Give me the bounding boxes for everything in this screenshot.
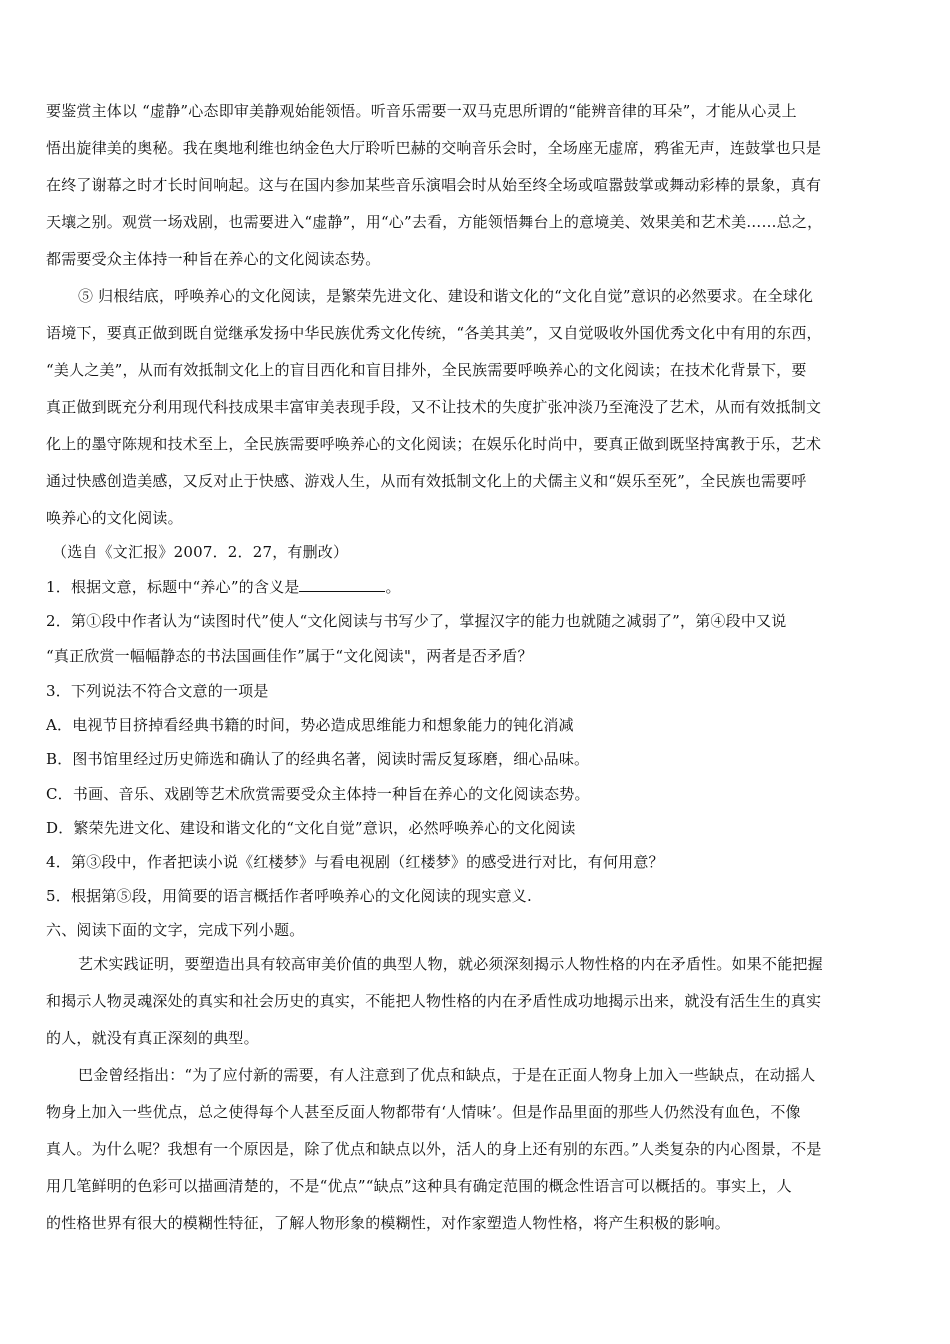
question-4: 4．第③段中，作者把读小说《红楼梦》与看电视剧（红楼梦》的感受进行对比，有何用意？ — [46, 853, 664, 871]
option-c: C．书画、音乐、戏剧等艺术欣赏需要受众主体持一种旨在养心的文化阅读态势。 — [46, 785, 590, 803]
question-5: 5．根据第⑤段，用简要的语言概括作者呼唤养心的文化阅读的现实意义. — [46, 887, 532, 905]
section-6-paragraph-2-line-5: 的性格世界有很大的模糊性特征，了解人物形象的模糊性，对作家塑造人物性格，将产生积极的影响。 — [46, 1214, 731, 1232]
section-6-paragraph-2-line-4: 用几笔鲜明的色彩可以描画清楚的，不是“优点”“缺点”这种具有确定范围的概念性语言可以概括的。事实上，人 — [46, 1177, 792, 1195]
question-2-line-1: 2．第①段中作者认为“读图时代”使人“文化阅读与书写少了，掌握汉字的能力也就随之减弱了”，第④段中又说 — [46, 612, 787, 630]
section-6-paragraph-1-line-3: 的人，就没有真正深刻的典型。 — [46, 1029, 259, 1047]
paragraph-5-line-4: 真正做到既充分利用现代科技成果丰富审美表现手段，又不让技术的失度扩张冲淡乃至淹没了艺术，从而有效抵制文 — [46, 398, 822, 416]
paragraph-4-line-3: 在终了谢幕之时才长时间响起。这与在国内参加某些音乐演唱会时从始至终全场或喧嚣鼓掌或舞动彩棒的景象，真有 — [46, 176, 822, 194]
source-citation: （选自《文汇报》2007．2．27，有删改） — [52, 543, 349, 561]
question-1 — [46, 577, 401, 597]
section-6-paragraph-2-line-1: 巴金曾经指出：“为了应付新的需要，有人注意到了优点和缺点，于是在正面人物身上加入一些缺点，在动摇人 — [78, 1066, 816, 1084]
question-3: 3．下列说法不符合文意的一项是 — [46, 682, 269, 700]
paragraph-4-line-1: 要鉴赏主体以 “虚静”心态即审美静观始能领悟。听音乐需要一双马克思所谓的“能辨音律的耳朵”，才能从心灵上 — [46, 102, 797, 120]
paragraph-5-line-3: “美人之美”，从而有效抵制文化上的盲目西化和盲目排外，全民族需要呼唤养心的文化阅读；在技术化背景下，要 — [46, 361, 807, 379]
option-b: B．图书馆里经过历史筛选和确认了的经典名著，阅读时需反复琢磨，细心品味。 — [46, 750, 590, 768]
answer-blank — [299, 577, 385, 592]
paragraph-5-line-7: 唤养心的文化阅读。 — [46, 509, 183, 527]
option-a: A．电视节目挤掉看经典书籍的时间，势必造成思维能力和想象能力的钝化消减 — [46, 716, 574, 734]
paragraph-5-line-1: ⑤ 归根结底，呼唤养心的文化阅读，是繁荣先进文化、建设和谐文化的“文化自觉”意识的必然要求。在全球化 — [78, 287, 814, 305]
paragraph-4-line-4: 天壤之别。观赏一场戏剧，也需要进入“虚静”，用“心”去看，方能领悟舞台上的意境美、效果美和艺术美……总之， — [46, 213, 823, 231]
paragraph-5-line-2: 语境下，要真正做到既自觉继承发扬中华民族优秀文化传统，“各美其美”，又自觉吸收外国优秀文化中有用的东西， — [46, 324, 822, 342]
section-6-paragraph-2-line-2: 物身上加入一些优点，总之使得每个人甚至反面人物都带有‘人情味’。但是作品里面的那些人仍然没有血色，不像 — [46, 1103, 801, 1121]
section-6-heading: 六、阅读下面的文字，完成下列小题。 — [46, 921, 305, 939]
section-6-paragraph-1-line-1: 艺术实践证明，要塑造出具有较高审美价值的典型人物，就必须深刻揭示人物性格的内在矛盾性。如果不能把握 — [78, 955, 823, 973]
section-6-paragraph-1-line-2: 和揭示人物灵魂深处的真实和社会历史的真实，不能把人物性格的内在矛盾性成功地揭示出来，就没有活生生的真实 — [46, 992, 822, 1010]
paragraph-4-line-5: 都需要受众主体持一种旨在养心的文化阅读态势。 — [46, 250, 381, 268]
paragraph-4-line-2: 悟出旋律美的奥秘。我在奥地利维也纳金色大厅聆听巴赫的交响音乐会时，全场座无虚席，鸦雀无声，连鼓掌也只是 — [46, 139, 822, 157]
question-1-text: 1．根据文意，标题中“养心”的含义是 — [46, 578, 300, 596]
section-6-paragraph-2-line-3: 真人。为什么呢？我想有一个原因是，除了优点和缺点以外，活人的身上还有别的东西。”人类复杂的内心图景，不是 — [46, 1140, 822, 1158]
question-2-line-2: “真正欣赏一幅幅静态的书法国画佳作”属于“文化阅读"，两者是否矛盾？ — [46, 647, 533, 665]
question-1-end: 。 — [385, 578, 401, 596]
option-d: D．繁荣先进文化、建设和谐文化的“文化自觉”意识，必然呼唤养心的文化阅读 — [46, 819, 576, 837]
paragraph-5-line-6: 通过快感创造美感，又反对止于快感、游戏人生，从而有效抵制文化上的犬儒主义和“娱乐至死”，全民族也需要呼 — [46, 472, 807, 490]
paragraph-5-line-5: 化上的墨守陈规和技术至上，全民族需要呼唤养心的文化阅读；在娱乐化时尚中，要真正做到既坚持寓教于乐，艺术 — [46, 435, 822, 453]
